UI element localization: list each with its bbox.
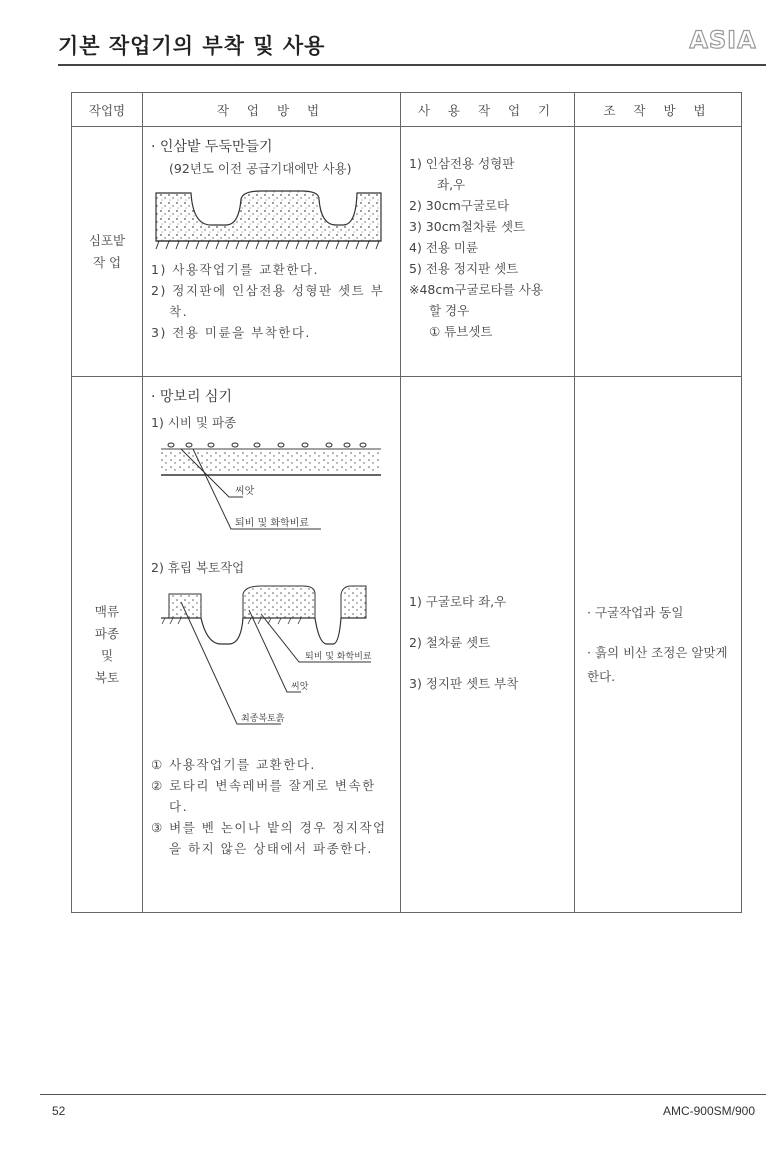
- work-name-line: 심포밭: [88, 232, 126, 248]
- ridge-covering-diagram: [151, 584, 391, 754]
- method-step: 3) 전용 미륜을 부착한다.: [151, 325, 311, 340]
- implement-item: 5) 전용 정지판 셋트: [409, 261, 519, 276]
- table-row: [72, 127, 742, 377]
- method-heading: · 인삼밭 두둑만들기: [151, 139, 273, 155]
- fig1-seed-label: 씨앗: [235, 486, 255, 497]
- implements-cell: [401, 127, 575, 377]
- method-step: 2) 정지판에 인삼전용 성형판 셋트 부착.: [151, 283, 385, 319]
- method-step: 1) 사용작업기를 교환한다.: [151, 262, 320, 277]
- method-note: (92년도 이전 공급기대에만 사용): [169, 161, 352, 176]
- work-name-line: 복토: [94, 669, 120, 685]
- seeding-diagram: [151, 437, 391, 555]
- method-heading: · 망보리 심기: [151, 389, 232, 405]
- control-item: · 흙의 비산 조정은 알맞게 한다.: [587, 645, 728, 684]
- implement-item: ① 튜브셋트: [429, 324, 493, 339]
- implement-item: 2) 30cm구굴로타: [409, 198, 510, 213]
- work-name-line: 작 업: [92, 254, 122, 270]
- control-cell: [575, 377, 742, 913]
- method-step: ① 사용작업기를 교환한다.: [151, 757, 316, 772]
- method-step: ③ 벼를 벤 논이나 밭의 경우 정지작업을 하지 않은 상태에서 파종한다.: [151, 820, 387, 856]
- fig1-fertilizer-label: 퇴비 및 화학비료: [235, 518, 309, 529]
- control-item: · 구굴작업과 동일: [587, 605, 684, 620]
- header-work-method: 작 업 방 법: [143, 93, 401, 127]
- footer-rule: [40, 1094, 766, 1095]
- work-table: [71, 92, 742, 913]
- ridge-diagram: [151, 185, 391, 255]
- model-number: AMC-900SM/900: [662, 1104, 755, 1118]
- work-name-line: 맥류: [94, 603, 120, 619]
- work-name-cell: [72, 377, 143, 913]
- implement-item: 4) 전용 미륜: [409, 240, 479, 255]
- fig2-seed-label: 씨앗: [291, 682, 309, 692]
- implement-item: 할 경우: [429, 303, 470, 318]
- implement-item: ※48cm구굴로타를 사용: [409, 282, 543, 297]
- work-name-cell: [72, 127, 143, 377]
- header-rule: [58, 64, 766, 66]
- implement-item: 1) 구굴로타 좌,우: [409, 594, 507, 609]
- table-row: [72, 377, 742, 913]
- asia-logo: [688, 26, 758, 54]
- method-subheading: 1) 시비 및 파종: [151, 415, 237, 430]
- table-header-row: [72, 93, 742, 127]
- method-subheading: 2) 휴립 복토작업: [151, 560, 245, 575]
- method-cell: [143, 377, 401, 913]
- svg-text:ASIA: ASIA: [689, 26, 757, 54]
- implements-cell: [401, 377, 575, 913]
- header-control: 조 작 방 법: [575, 93, 742, 127]
- implement-item: 2) 철차륜 셋트: [409, 635, 491, 650]
- fig2-fertilizer-label: 퇴비 및 화학비료: [305, 652, 372, 662]
- method-cell: [143, 127, 401, 377]
- method-step: ② 로타리 변속레버를 잘게로 변속한다.: [151, 778, 376, 814]
- control-cell: [575, 127, 742, 377]
- work-name-line: 및: [100, 647, 114, 663]
- fig2-soil-label: 최종복토흙: [241, 714, 285, 724]
- page-title: 기본 작업기의 부착 및 사용: [58, 34, 326, 58]
- implement-item: 좌,우: [437, 177, 466, 192]
- implement-item: 1) 인삼전용 성형판: [409, 156, 515, 171]
- header-work-name: 작업명: [72, 93, 143, 127]
- implement-item: 3) 30cm철차륜 셋트: [409, 219, 526, 234]
- work-name-line: 파종: [94, 625, 120, 641]
- header-implements: 사 용 작 업 기: [401, 93, 575, 127]
- implement-item: 3) 정지판 셋트 부착: [409, 676, 519, 691]
- page-number: 52: [52, 1104, 66, 1118]
